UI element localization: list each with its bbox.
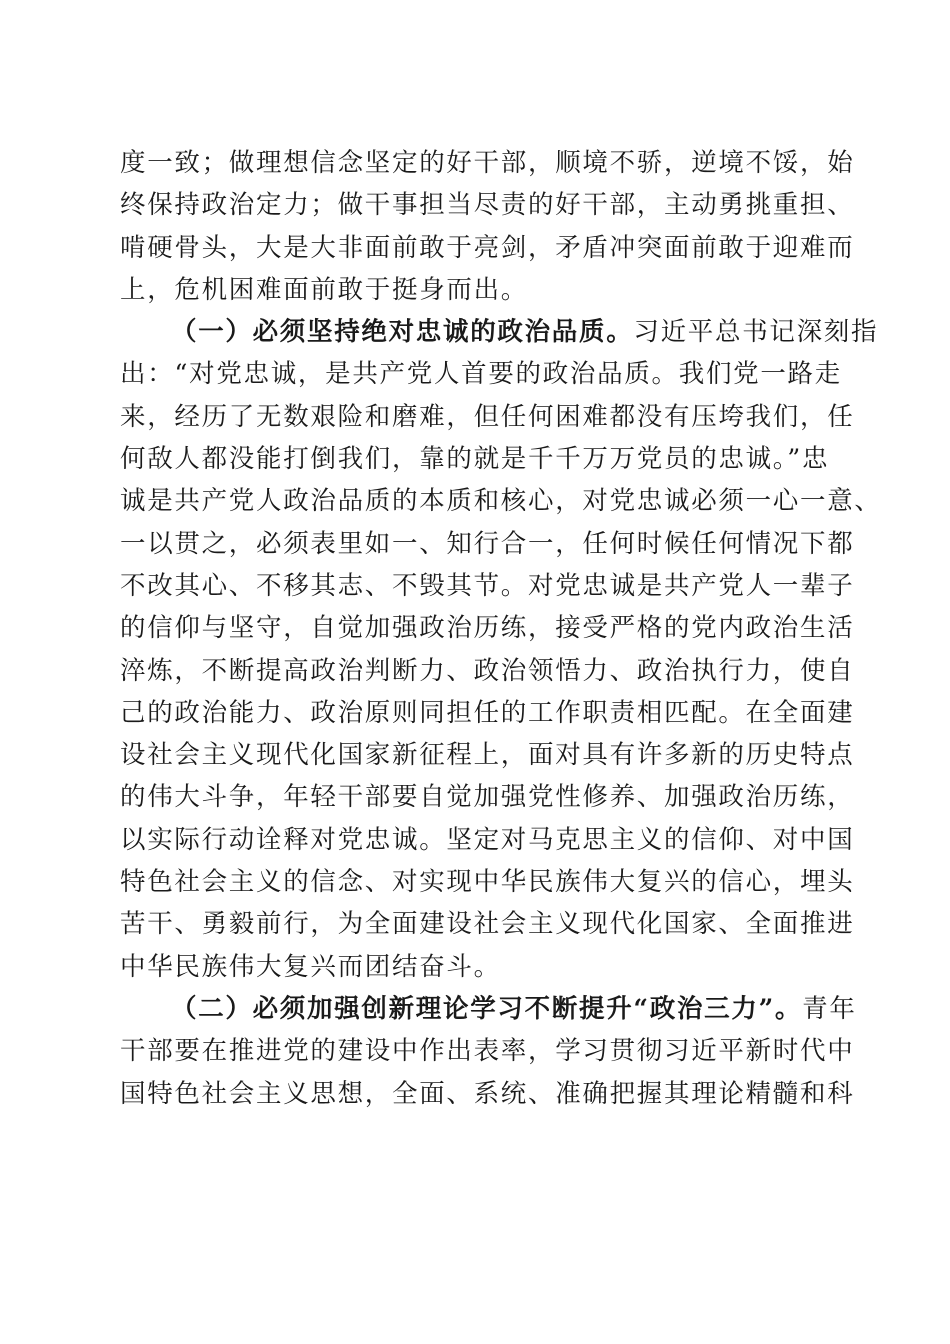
- text-line: 一以贯之，必须表里如一、知行合一，任何时候任何情况下都: [120, 528, 855, 559]
- text-line: 不改其心、不移其志、不毁其节。对党忠诚是共产党人一辈子: [120, 570, 855, 601]
- text-line: 己的政治能力、政治原则同担任的工作职责相匹配。在全面建: [120, 697, 855, 728]
- text-line-first: [120, 311, 879, 353]
- text-line: 干部要在推进党的建设中作出表率，学习贯彻习近平新时代中: [120, 1036, 855, 1067]
- heading-line-rest: 青年: [802, 993, 857, 1024]
- text-line: 中华民族伟大复兴而团结奋斗。: [120, 951, 501, 982]
- text-line: 上，危机困难面前敢于挺身而出。: [120, 274, 529, 305]
- text-line: 终保持政治定力；做干事担当尽责的好干部，主动勇挑重担、: [120, 190, 855, 221]
- paragraph-intro: [120, 142, 855, 311]
- text-line: 度一致；做理想信念坚定的好干部，顺境不骄，逆境不馁，始: [120, 148, 855, 178]
- text-line: 何敌人都没能打倒我们，靠的就是千千万万党员的忠诚。”忠: [120, 444, 830, 475]
- text-line: 诚是共产党人政治品质的本质和核心，对党忠诚必须一心一意、: [120, 486, 882, 517]
- text-line: 国特色社会主义思想，全面、系统、准确把握其理论精髓和科: [120, 1078, 855, 1109]
- text-line: 淬炼，不断提高政治判断力、政治领悟力、政治执行力，使自: [120, 655, 855, 686]
- text-line-first: [120, 988, 857, 1030]
- paragraph-section-2: [120, 988, 857, 1115]
- section-heading-1: （一）必须坚持绝对忠诚的政治品质。: [171, 317, 634, 348]
- text-line: 的信仰与坚守，自觉加强政治历练，接受严格的党内政治生活: [120, 613, 855, 644]
- text-line: 设社会主义现代化国家新征程上，面对具有许多新的历史特点: [120, 740, 855, 771]
- text-line: 苦干、勇毅前行，为全面建设社会主义现代化国家、全面推进: [120, 909, 855, 940]
- paragraph-section-1: [120, 311, 882, 988]
- text-line: 来，经历了无数艰险和磨难，但任何困难都没有压垮我们，任: [120, 401, 855, 432]
- document-body: [120, 142, 882, 1115]
- text-line: 的伟大斗争，年轻干部要自觉加强党性修养、加强政治历练，: [120, 782, 855, 813]
- text-line: 以实际行动诠释对党忠诚。坚定对马克思主义的信仰、对中国: [120, 824, 855, 855]
- heading-line-rest: 习近平总书记深刻指: [633, 317, 879, 348]
- section-heading-2: （二）必须加强创新理论学习不断提升“政治三力”。: [171, 993, 803, 1024]
- text-line: 出：“对党忠诚，是共产党人首要的政治品质。我们党一路走: [120, 359, 842, 390]
- text-line: 特色社会主义的信念、对实现中华民族伟大复兴的信心，埋头: [120, 867, 855, 898]
- text-line: 啃硬骨头，大是大非面前敢于亮剑，矛盾冲突面前敢于迎难而: [120, 232, 855, 263]
